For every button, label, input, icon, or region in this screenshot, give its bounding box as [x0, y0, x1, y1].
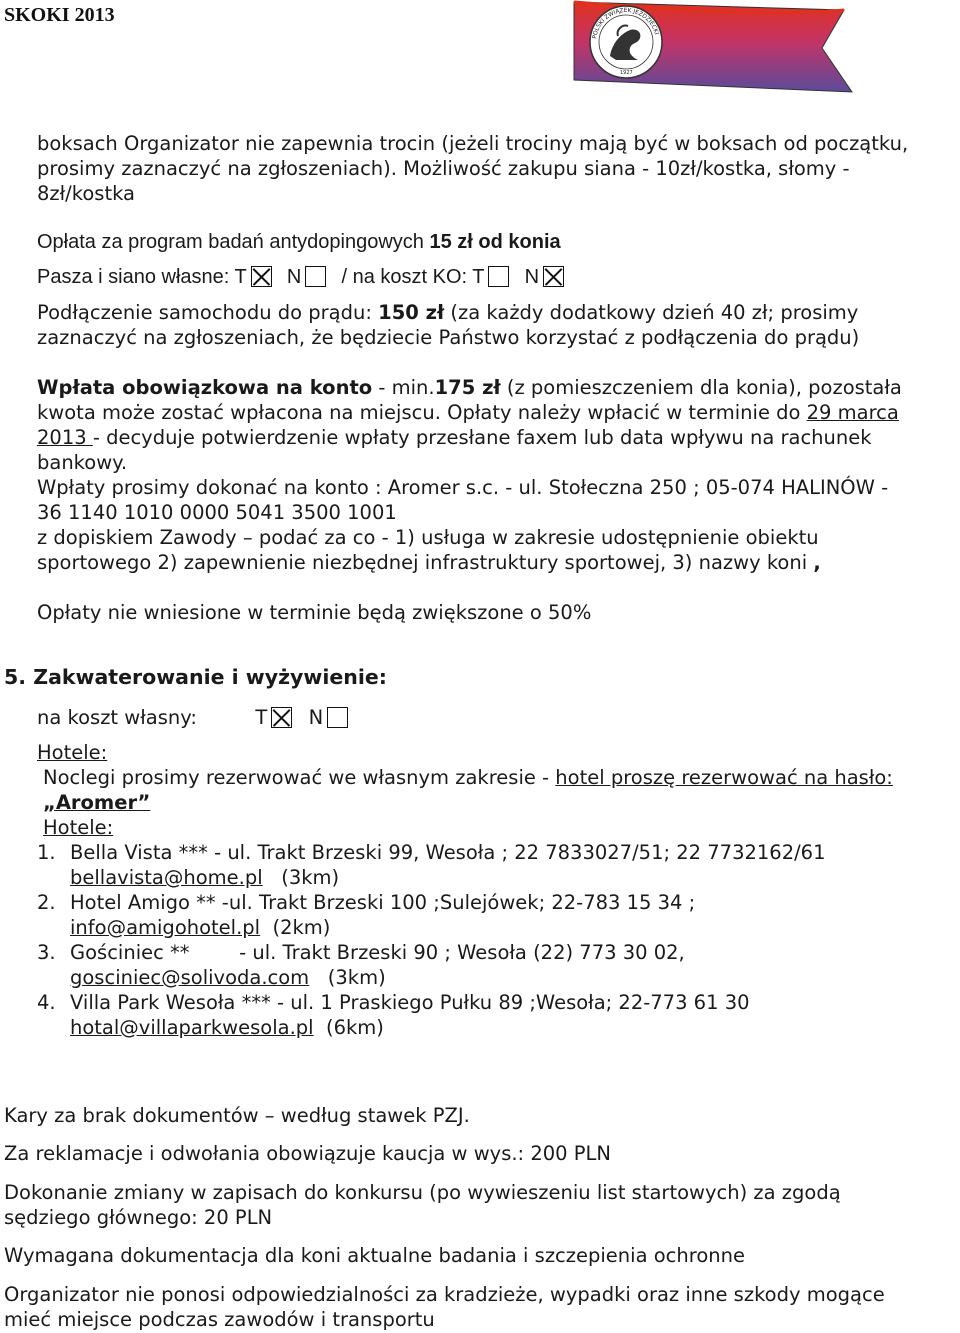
hotel-bella-vista: Bella Vista *** - ul. Trakt Brzeski 99, Wesoła ; 22 7833027/51; 22 7732162/61 [70, 841, 826, 864]
feed-n2-label: N [524, 266, 540, 288]
accommodation-option [37, 705, 352, 730]
payment-amount: 175 zł [434, 376, 501, 399]
entry-change-note: sędziego głównego: 20 PLN [4, 1206, 273, 1229]
payment-account-holder: Wpłaty prosimy dokonać na konto : Aromer s.c. - ul. Stołeczna 250 ; 05-074 HALINÓW - [37, 476, 889, 499]
doping-label: Opłata za program badań antydopingowych [37, 231, 430, 253]
email-link[interactable]: info@amigohotel.pl [70, 916, 261, 939]
hotel-contact [70, 865, 339, 890]
paragraph-line: prosimy zaznaczyć na zgłoszeniach). Możliwość zakupu siana - 10zł/kostka, słomy - [37, 157, 850, 180]
power-label: Podłączenie samochodu do prądu: [37, 301, 379, 324]
power-value: 150 zł [378, 301, 445, 324]
payment-line [37, 400, 899, 425]
paragraph-line: 8zł/kostka [37, 182, 135, 205]
payment-deadline-date: 29 marca [806, 401, 899, 424]
feed-t-label: T [234, 266, 247, 288]
payment-line: bankowy. [37, 451, 128, 474]
own-cost-n-label: N [308, 706, 324, 729]
liability-note: Organizator nie ponosi odpowiedzialności za kradzieże, wypadki oraz inne szkody mogące [4, 1283, 885, 1306]
feed-ko-no-checkbox[interactable] [543, 266, 564, 287]
payment-min: - min. [372, 376, 435, 399]
entry-change-note: Dokonanie zmiany w zapisach do konkursu (po wywieszeniu list startowych) za zgodą [4, 1181, 841, 1204]
payment-note: z dopiskiem Zawody – podać za co - 1) usługa w zakresie udostępnienie obiektu [37, 526, 819, 549]
penalty-note: Kary za brak dokumentów – według stawek PZJ. [4, 1104, 470, 1127]
payment-note-text: sportowego 2) zapewnienie niezbędnej infrastruktury sportowej, 3) nazwy koni [37, 551, 814, 574]
payment-rest: (z pomieszczeniem dla konia), pozostała [500, 376, 902, 399]
hotel-contact [70, 965, 386, 990]
hotels-heading: Hotele: [37, 741, 108, 764]
hotel-villa-park: Villa Park Wesoła *** - ul. 1 Praskiego Pułku 89 ;Wesoła; 22-773 61 30 [70, 991, 750, 1014]
paragraph-line: boksach Organizator nie zapewnia trocin (jeżeli trociny mają być w boksach od początku, [37, 132, 909, 155]
payment-deadline-year: 2013 [37, 426, 93, 449]
hotel-distance: (3km) [309, 966, 386, 989]
list-item-number: 4. [37, 991, 56, 1014]
hotel-contact [70, 1015, 384, 1040]
documentation-note: Wymagana dokumentacja dla koni aktualne badania i szczepienia ochronne [4, 1244, 745, 1267]
payment-line [37, 375, 902, 400]
feed-ko-yes-checkbox[interactable] [488, 266, 509, 287]
deposit-note: Za reklamacje i odwołania obowiązuje kaucja w wys.: 200 PLN [4, 1142, 611, 1165]
doping-fee [37, 230, 561, 255]
feed-n-label: N [286, 266, 302, 288]
power-fee [37, 300, 858, 325]
list-item-number: 1. [37, 841, 56, 864]
own-cost-t-label: T [255, 706, 268, 729]
payment-deadline-text: kwota może zostać wpłacona na miejscu. Opłaty należy wpłacić w terminie do [37, 401, 807, 424]
own-cost-label: na koszt własny: [37, 706, 197, 729]
booking-text: Noclegi prosimy rezerwować we własnym zakresie - [43, 766, 556, 789]
hotel-distance: (3km) [262, 866, 340, 889]
hotel-distance: (6km) [313, 1016, 384, 1039]
power-suffix: (za każdy dodatkowy dzień 40 zł; prosimy [444, 301, 859, 324]
pzj-logo-flag [572, 0, 854, 96]
feed-t2-label: T [472, 266, 485, 288]
payment-line [37, 425, 872, 450]
section-number: 5. [4, 665, 27, 689]
hotel-distance: (2km) [260, 916, 331, 939]
email-link[interactable]: hotal@villaparkwesola.pl [70, 1016, 314, 1039]
doping-value: 15 zł od konia [429, 231, 561, 253]
svg-text:1927: 1927 [620, 70, 633, 76]
section-title: Zakwaterowanie i wyżywienie: [33, 665, 387, 689]
own-cost-no-checkbox[interactable] [327, 707, 348, 728]
booking-note [43, 765, 893, 790]
booking-password: „Aromer” [43, 791, 151, 814]
feed-option [37, 265, 568, 290]
payment-account-number: 36 1140 1010 0000 5041 3500 1001 [37, 501, 397, 524]
section-heading [4, 665, 387, 690]
feed-ko-label: / na koszt KO: [341, 266, 468, 288]
feed-label: Pasza i siano własne: [37, 266, 230, 288]
email-link[interactable]: bellavista@home.pl [70, 866, 263, 889]
late-fee-note: Opłaty nie wniesione w terminie będą zwiększone o 50% [37, 601, 592, 624]
feed-own-yes-checkbox[interactable] [251, 266, 272, 287]
payment-confirmation: - decyduje potwierdzenie wpłaty przesłane faxem lub data wpływu na rachunek [92, 426, 872, 449]
payment-note-end: , [813, 551, 821, 574]
booking-link[interactable]: hotel proszę rezerwować na hasło: [555, 766, 893, 789]
power-note: zaznaczyć na zgłoszeniach, że będziecie Państwo korzystać z podłączenia do prądu) [37, 326, 860, 349]
own-cost-yes-checkbox[interactable] [271, 707, 292, 728]
list-item-number: 3. [37, 941, 56, 964]
payment-required-label: Wpłata obowiązkowa na konto [37, 376, 373, 399]
list-item-number: 2. [37, 891, 56, 914]
hotel-amigo: Hotel Amigo ** -ul. Trakt Brzeski 100 ;Sulejówek; 22-783 15 34 ; [70, 891, 696, 914]
hotel-contact [70, 915, 330, 940]
hotels-heading: Hotele: [43, 816, 114, 839]
hotel-gosciniec: Gościniec ** - ul. Trakt Brzeski 90 ; Wesoła (22) 773 30 02, [70, 941, 685, 964]
liability-note: mieć miejsce podczas zawodów i transportu [4, 1308, 435, 1331]
feed-own-no-checkbox[interactable] [305, 266, 326, 287]
header-title: SKOKI 2013 [4, 4, 115, 26]
email-link[interactable]: gosciniec@solivoda.com [70, 966, 310, 989]
payment-note [37, 550, 821, 575]
logo-text: POLSKI ZWIĄZEK JEŹDZIECKI [592, 7, 660, 40]
